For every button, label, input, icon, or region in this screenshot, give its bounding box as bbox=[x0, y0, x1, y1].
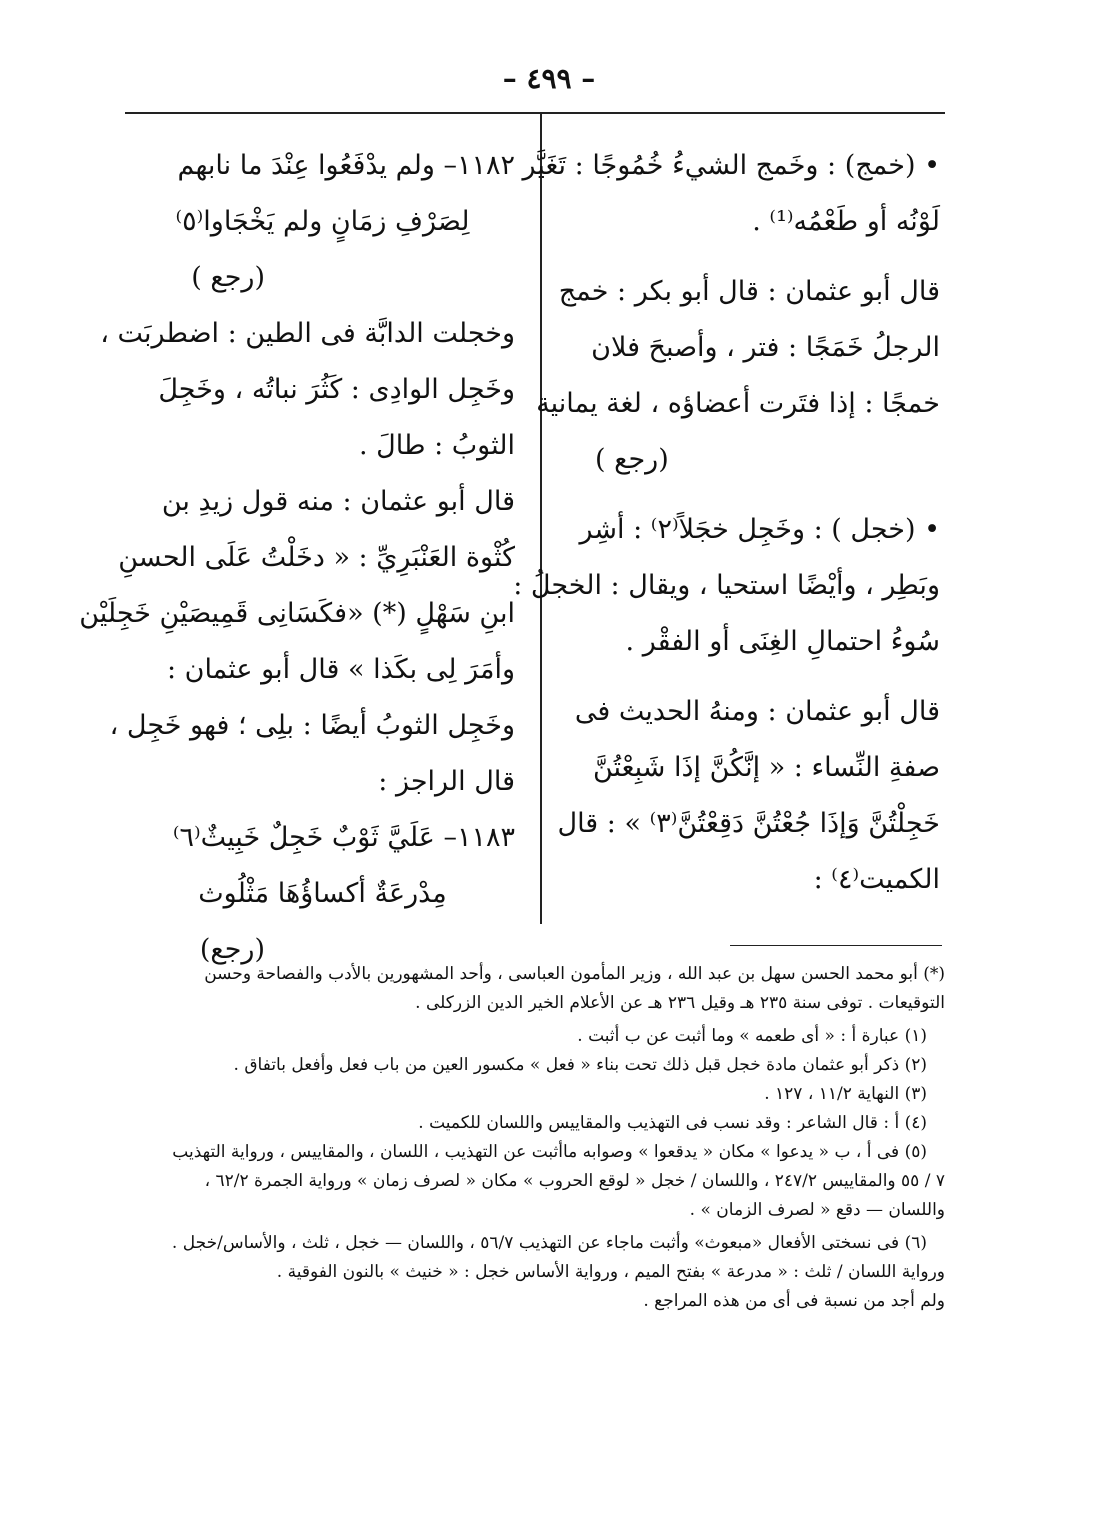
raja-marker: (رجع ) bbox=[191, 262, 265, 293]
column-divider bbox=[540, 112, 542, 924]
text-line: قال أبو عثمان : ومنهُ الحديث فى bbox=[574, 696, 940, 727]
text-line: كُثْوة العَنْبَرِيِّ : « دخَلْتُ عَلَى الحسنِ bbox=[118, 542, 515, 573]
text-line: لَوْنُه أو طَعْمُه⁽¹⁾ . bbox=[752, 206, 940, 237]
left-column bbox=[79, 138, 515, 978]
text-line: خَجِلْتُنَّ وَإذَا جُعْتُنَّ دَقِعْتُنَّ⁽٣⁾ » : قال bbox=[557, 808, 940, 839]
entry-khajal-heading: • (خجل ) : وخَجِل خجَلاً⁽٢⁾ : أشِر bbox=[579, 514, 940, 545]
text-line: الرجلُ خَمَجًا : فتر ، وأصبحَ فلان bbox=[591, 332, 940, 363]
footnotes bbox=[125, 960, 945, 1316]
footnote-star: (*) أبو محمد الحسن سهل بن عبد الله ، وزير المأمون العباسى ، وأحد المشهورين بالأدب والفصاحة وحسن bbox=[204, 964, 945, 984]
verse-1182-second-hemistich: لِصَرْفِ زمَانٍ ولم يَخْجَاوا⁽٥⁾ bbox=[175, 206, 470, 237]
text-line: وخجلت الدابَّة فى الطين : اضطربَت ، bbox=[100, 318, 515, 349]
footnote-3: (٣) النهاية ١١/٢ ، ١٢٧ . bbox=[764, 1084, 927, 1104]
header-rule bbox=[125, 112, 945, 114]
text-line: وبَطِر ، وأيْضًا استحيا ، ويقال : الخجلُ : bbox=[513, 570, 940, 601]
text-line: الكميت⁽٤⁾ : bbox=[813, 864, 940, 895]
text-line: الثوبُ : طالَ . bbox=[358, 430, 515, 461]
footnote-star-cont: التوقيعات . توفى سنة ٢٣٥ هـ وقيل ٢٣٦ هـ عن الأعلام الخير الدين الزركلى . bbox=[415, 993, 945, 1013]
text-line: خمجًا : إذا فتَرت أعضاؤه ، لغة يمانية bbox=[536, 388, 940, 419]
page-number: – ٤٩٩ – bbox=[502, 62, 596, 95]
verse-1183-second-hemistich: مِدْرعَةٌ أكساؤُهَا مَثْلُوث bbox=[198, 878, 447, 909]
text-line: قال الراجز : bbox=[378, 766, 515, 797]
footnote-6-cont: ولم أجد من نسبة فى أى من هذه المراجع . bbox=[643, 1291, 945, 1311]
raja-marker: (رجع ) bbox=[595, 444, 669, 475]
footnote-rule bbox=[730, 945, 942, 946]
paragraph-gap bbox=[565, 488, 940, 502]
text-line: وأمَرَ لِى بكَذا » قال أبو عثمان : bbox=[166, 654, 515, 685]
text-line: قال أبو عثمان : منه قول زيدِ بن bbox=[161, 486, 515, 517]
entry-khamaj-heading: • (خمج) : وخَمج الشيءُ خُمُوجًا : تَغَيَّر bbox=[522, 150, 940, 181]
verse-1183-first-hemistich: ١١٨٣– عَلَيَّ ثَوْبٌ خَجِلٌ خَبِيثٌ⁽٦⁾ bbox=[172, 822, 515, 853]
footnote-5: (٥) فى أ ، ب « يدعوا » مكان « يدقعوا » وصوابه ماأثبت عن التهذيب ، اللسان ، والمقاييس ، ورواية التهذيب bbox=[172, 1142, 927, 1162]
text-line: قال أبو عثمان : قال أبو بكر : خمج bbox=[558, 276, 940, 307]
text-line: ابنِ سَهْلٍ (*) «فكَسَانِى قَمِيصَيْنِ خَجِلَيْن bbox=[79, 598, 515, 629]
footnote-6-cont: ورواية اللسان / ثلث : « مدرعة » بفتح الميم ، ورواية الأساس خجل : « خنيث » بالنون الفوقية . bbox=[276, 1262, 945, 1282]
footnote-2: (٢) ذكر أبو عثمان مادة خجل قبل ذلك تحت بناء « فعل » مكسور العين من باب فعل وأفعل باتفاق . bbox=[233, 1055, 927, 1075]
paragraph-gap bbox=[565, 670, 940, 684]
text-line: وخَجِل الثوبُ أيضًا : بلِى ؛ فهو خَجِل ، bbox=[109, 710, 515, 741]
footnote-1: (١) عبارة أ : « أى طعمه » وما أثبت عن ب أثبت . bbox=[577, 1026, 927, 1046]
text-line: وخَجِل الوادِى : كَثُرَ نباتُه ، وخَجِلَ bbox=[158, 374, 515, 405]
text-line: سُوءُ احتمالِ الغِنَى أو الفقْر . bbox=[625, 626, 940, 657]
paragraph-gap bbox=[565, 250, 940, 264]
right-column bbox=[513, 138, 940, 908]
footnote-5-cont: واللسان — دقع « لصرف الزمان » . bbox=[689, 1200, 945, 1220]
footnote-6: (٦) فى نسختى الأفعال «مبعوث» وأثبت ماجاء عن التهذيب ٥٦/٧ ، واللسان — خجل ، ثلث ، والأساس/خجل . bbox=[171, 1233, 927, 1253]
footnote-4: (٤) أ : قال الشاعر : وقد نسب فى التهذيب والمقاييس واللسان للكميت . bbox=[418, 1113, 927, 1133]
verse-1182-first-hemistich: ١١٨٢– ولم يدْفَعُوا عِنْدَ ما نابهم bbox=[177, 150, 515, 181]
raja-marker: (رجع) bbox=[199, 934, 265, 965]
footnote-5-cont: ٧ / ٥٥ والمقاييس ٢٤٧/٢ ، واللسان / خجل « لوقع الحروب » مكان « لصرف زمان » ورواية الجمرة ٦٢/٢ ، bbox=[204, 1171, 945, 1191]
text-line: صفةِ النِّساء : « إنَّكُنَّ إذَا شَبِعْتُنَّ bbox=[592, 752, 940, 783]
